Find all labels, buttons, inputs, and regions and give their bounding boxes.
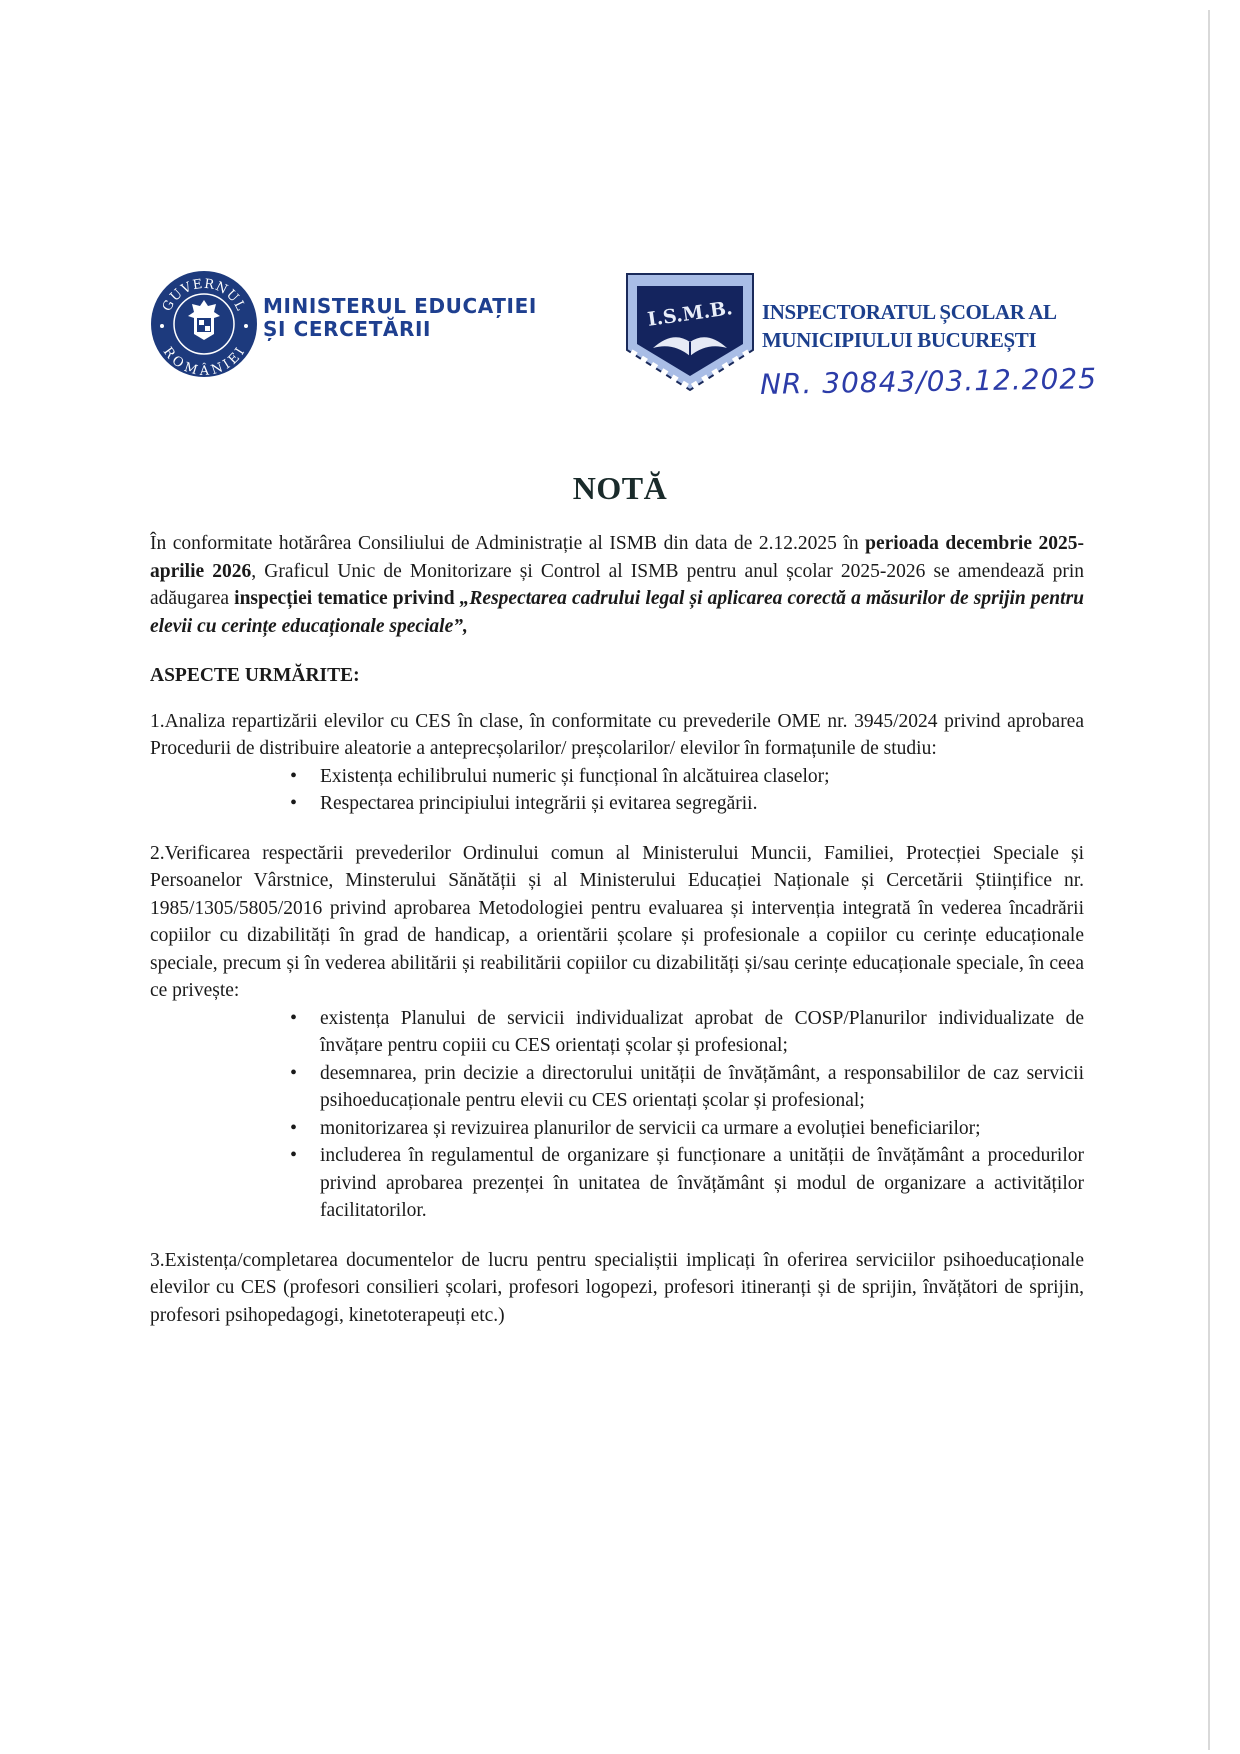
list-item: • monitorizarea și revizuirea planurilor de servicii ca urmare a evoluției beneficiarilor; [290, 1115, 1084, 1143]
scan-page-edge [1208, 10, 1210, 1750]
aspect-item-text: 3.Existența/completarea documentelor de lucru pentru specialiștii implicați în oferirea serviciilor psihoeducaționale elevilor cu CES (profesori consilieri școlari, profesori logopezi, profesori itineranți și de sprijin, învățători de sprijin, profesori psihopedagogi, kinetoterapeuți etc.) [150, 1249, 1084, 1326]
aspect-bullet-list [150, 763, 1084, 818]
svg-text:I.S.M.B.: I.S.M.B. [646, 297, 734, 331]
svg-text:GUVERNUL: GUVERNUL [159, 276, 249, 314]
document-header [150, 262, 1100, 402]
intro-text: În conformitate hotărârea Consiliului de Administrație al ISMB din data de 2.12.2025 în [150, 533, 866, 554]
inspection-type: inspecției tematice privind [234, 588, 460, 609]
aspect-item-text: 1.Analiza repartizării elevilor cu CES în clase, în conformitate cu prevederile OME nr. 3945/2024 privind aprobarea Procedurii de distribuire aleatorie a anteprecșolarilor/ preșcolarilor/ elevilor în formațunile de studiu: [150, 710, 1084, 759]
inspectorate-name-line2: MUNICIPIULUI BUCUREȘTI [762, 328, 1037, 352]
list-item: • includerea în regulamentul de organizare și funcționare a unității de învățământ a procedurilor privind aprobarea prezenței în unitatea de învățământ și modul de organizare a activităților facilitatorilor. [290, 1142, 1084, 1225]
inspection-theme: „Respectarea cadrului legal și aplicarea corectă a măsurilor de sprijin pentru elevii cu cerințe educaționale speciale”, [150, 588, 1084, 637]
list-item: • desemnarea, prin decizie a directorului unității de învățământ, a responsabililor de caz servicii psihoeducaționale pentru elevii cu CES orientați școlar și profesional; [290, 1060, 1084, 1115]
list-item: • existența Planului de servicii individualizat aprobat de COSP/Planurilor individualizate de învățare pentru copiii cu CES orientați școlar și profesional; [290, 1005, 1084, 1060]
aspect-item-2 [150, 840, 1084, 1225]
inspection-period: perioada decembrie 2025-aprilie 2026 [150, 533, 1084, 582]
list-item: • Existența echilibrului numeric și funcțional în alcătuirea claselor; [290, 763, 1084, 791]
aspects-heading: ASPECTE URMĂRITE: [150, 665, 360, 686]
ministry-name-line2: ȘI CERCETĂRII [263, 317, 432, 341]
intro-text-continued: , Graficul Unic de Monitorizare și Control al ISMB pentru anul școlar 2025-2026 se amendează prin adăugarea [150, 560, 1084, 609]
svg-text:ROMÂNIEI: ROMÂNIEI [159, 344, 249, 378]
aspect-item-1 [150, 708, 1084, 818]
ismb-shield-logo-icon [625, 272, 755, 392]
inspectorate-name [762, 298, 1057, 354]
ministry-name-line1: MINISTERUL EDUCAȚIEI [263, 294, 537, 318]
government-emblem-icon [150, 270, 258, 378]
aspect-item-3 [150, 1247, 1084, 1330]
document-body [150, 530, 1084, 1351]
document-title: NOTĂ [572, 470, 668, 506]
intro-paragraph [150, 530, 1084, 640]
aspect-bullet-list [150, 1005, 1084, 1225]
list-item: • Respectarea principiului integrării și evitarea segregării. [290, 790, 1084, 818]
ministry-name [263, 295, 537, 341]
aspect-item-text: 2.Verificarea respectării prevederilor Ordinului comun al Ministerului Muncii, Familiei, Protecției Speciale și Persoanelor Vârstnice, Minsterului Sănătății și al Ministerului Educației Naționale și Cercetării Științifice nr. 1985/1305/5805/2016 privind aprobarea Metodologiei pentru evaluarea și intervenția integrată în vederea încadrării copiilor cu dizabilități în grad de handicap, a orientării școlare și profesionale a copiilor cu cerințe educaționale speciale, precum și în vederea abilitării și reabilitării copiilor cu dizabilități și/sau cerințe educaționale speciale, în ceea ce privește: [150, 842, 1084, 1001]
handwritten-registration-number: NR. 30843/03.12.2025 [759, 362, 1098, 401]
inspectorate-name-line1: INSPECTORATUL ȘCOLAR AL [762, 300, 1057, 324]
